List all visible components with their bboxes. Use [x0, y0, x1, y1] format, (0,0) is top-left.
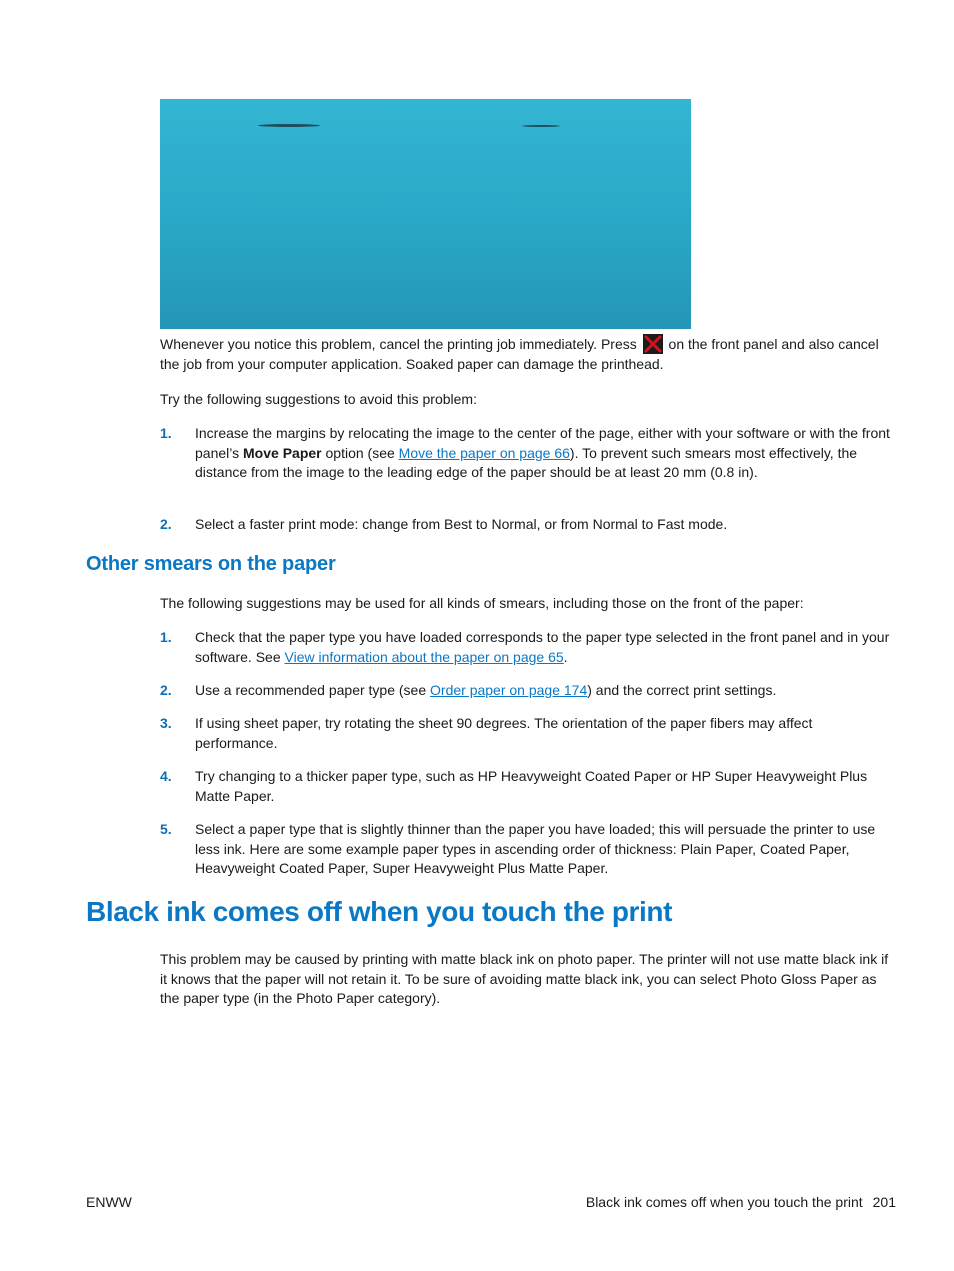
list-number: 1. [160, 425, 172, 441]
list-item-text: Try changing to a thicker paper type, such as HP Heavyweight Coated Paper or HP Super Heavyweight Plus Matte Paper. [195, 768, 868, 804]
cancel-x-icon [643, 334, 663, 354]
list-item [160, 767, 890, 806]
paragraph-smears-intro: The following suggestions may be used for all kinds of smears, including those on the front of the paper: [160, 595, 804, 611]
link-move-paper[interactable]: Move the paper on page 66 [398, 444, 570, 461]
smeared-paper-photo [160, 99, 691, 329]
ink-smear-left [258, 124, 320, 127]
footer-label: ENWW [86, 1194, 132, 1210]
list-item-text: Select a faster print mode: change from Best to Normal, or from Normal to Fast mode. [195, 516, 728, 532]
list-item [160, 515, 890, 535]
list-item [160, 424, 890, 483]
move-paper-option: Move Paper [243, 444, 322, 461]
list-number: 3. [160, 715, 172, 731]
list-number: 2. [160, 516, 172, 532]
main-heading-black-ink: Black ink comes off when you touch the print [86, 896, 673, 927]
list-number: 2. [160, 682, 172, 698]
list-number: 5. [160, 821, 172, 837]
list-item [160, 628, 890, 667]
list-item [160, 714, 890, 753]
list-item-text: Increase the margins by relocating the image to the center of the page, either with your software or with the front panel’s Move Paper option (see Move the paper on page 66). To prevent such smears most effectively, the distance from the image to the leading edge of the paper should be at least 20 mm (0.8 in). [195, 425, 890, 480]
footer-title [586, 1193, 896, 1213]
section-heading-other-smears: Other smears on the paper [86, 553, 336, 575]
list-item [160, 681, 890, 701]
list-number: 4. [160, 768, 172, 784]
link-order-paper[interactable]: Order paper on page 174 [430, 682, 588, 698]
paragraph-cancel-job [160, 334, 890, 374]
list-item-text: Check that the paper type you have loaded corresponds to the paper type selected in the front panel and in your software. See View information about the paper on page 65. [195, 629, 890, 665]
list-number: 1. [160, 629, 172, 645]
footer-section-title: Black ink comes off when you touch the print [585, 1194, 863, 1210]
paragraph-black-ink: This problem may be caused by printing with matte black ink on photo paper. The printer will not use matte black ink if it knows that the paper will not retain it. To be sure of avoiding matte black ink, you can select Photo Gloss Paper as the paper type (in the Photo Paper category). [160, 951, 889, 1006]
page-number: 201 [872, 1194, 896, 1210]
list-item [160, 820, 890, 879]
list-item-text: Use a recommended paper type (see Order paper on page 174) and the correct print settings. [195, 682, 777, 698]
paragraph-text: Whenever you notice this problem, cancel the printing job immediately. Press [160, 336, 637, 352]
ink-smear-right [522, 125, 560, 127]
link-view-paper-info[interactable]: View information about the paper on page 65 [284, 648, 564, 665]
list-item-text: Select a paper type that is slightly thinner than the paper you have loaded; this will persuade the printer to use less ink. Here are some example paper types in ascending order of thickness: Plain Paper, Coated Paper, Heavyweight Coated Paper, Super Heavyweight Plus Matte Paper. [195, 821, 876, 876]
paragraph-text: on the front panel and also cancel the job from your computer application. Soaked paper can damage the printhead. [160, 336, 879, 372]
list-item-text: If using sheet paper, try rotating the sheet 90 degrees. The orientation of the paper fibers may affect performance. [195, 715, 813, 751]
paragraph-suggestions-intro: Try the following suggestions to avoid this problem: [160, 391, 477, 407]
